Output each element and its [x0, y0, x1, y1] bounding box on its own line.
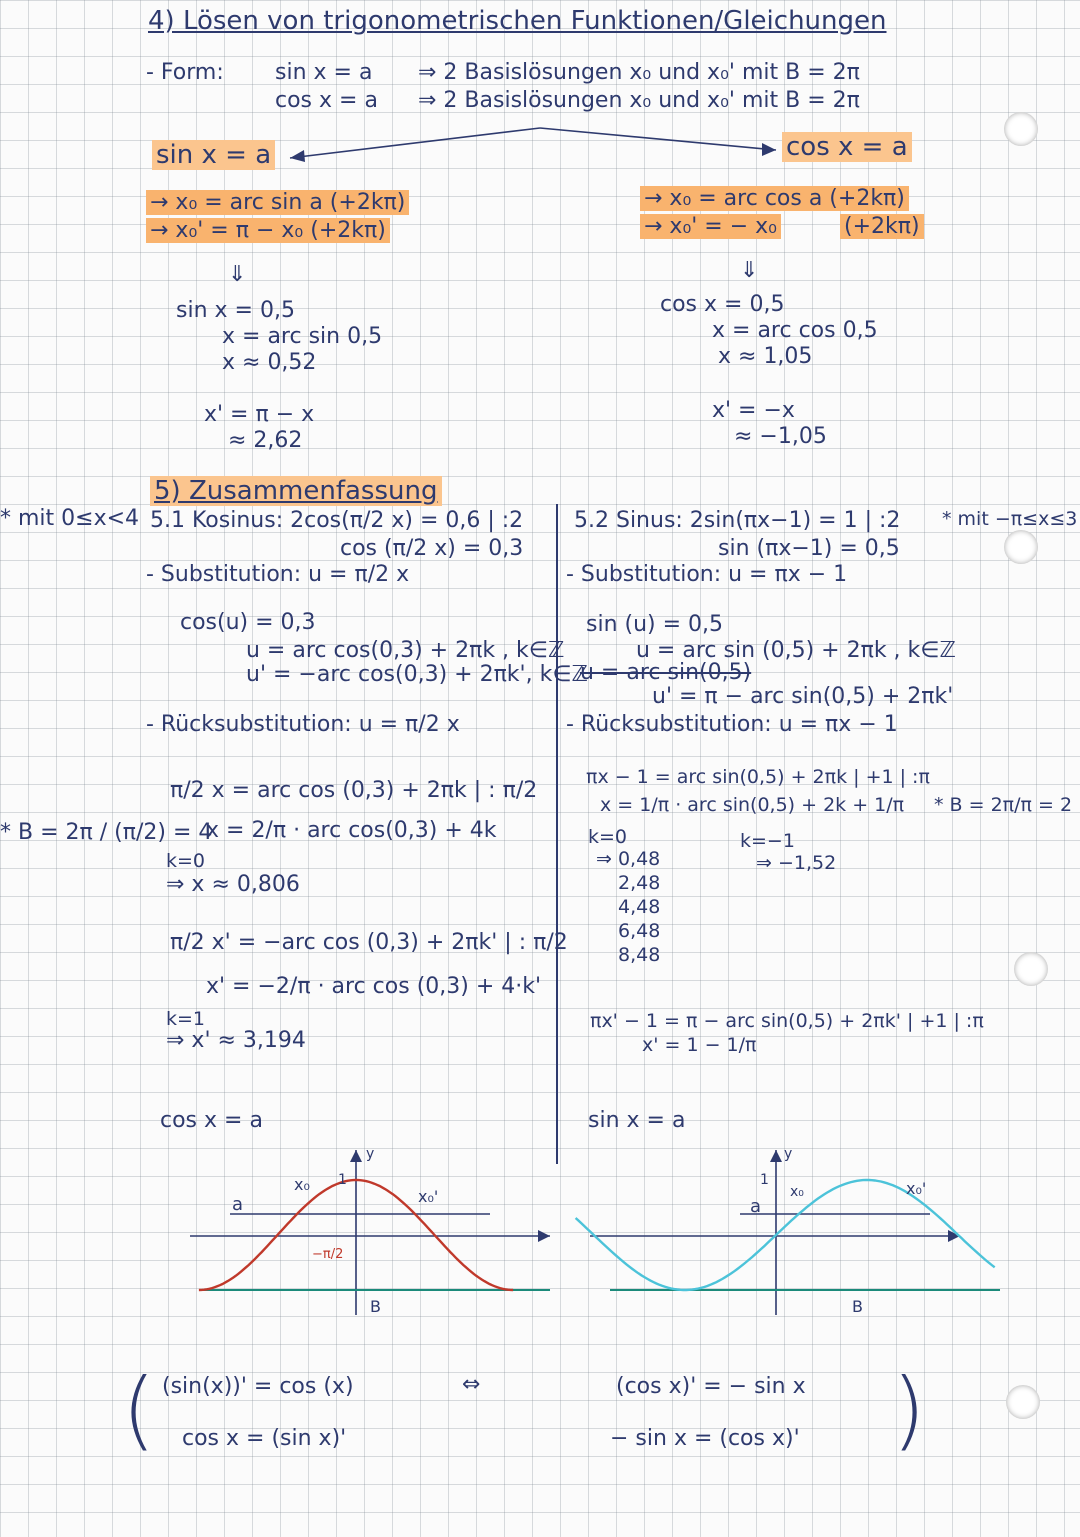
sine-step: x = 1/π · arc sin(0,5) + 2k + 1/π — [600, 794, 905, 816]
a-label: a — [750, 1196, 762, 1217]
sine-solution: 2,48 — [618, 872, 661, 894]
cosine-resubstitution: - Rücksubstitution: u = π/2 x — [146, 712, 460, 737]
cosine-title: 5.1 Kosinus: 2cos(π/2 x) = 0,6 | :2 — [150, 508, 524, 533]
form-cos-result: ⇒ 2 Basislösungen x₀ und x₀' mit B = 2π — [418, 88, 860, 113]
sin-curve — [576, 1180, 995, 1290]
derivative-line: − sin x = (cos x)' — [610, 1426, 800, 1451]
sine-equation: sin (πx−1) = 0,5 — [718, 536, 900, 561]
sin-implies-arrow: ⇓ — [228, 262, 247, 287]
cos-rule-x0-prime: → x₀' = − x₀ — [640, 214, 781, 239]
cosine-step: x = 2/π · arc cos(0,3) + 4k — [206, 818, 497, 843]
form-sin-equation: sin x = a — [275, 60, 373, 85]
cosine-b-note: * B = 2π / (π/2) = 4 — [0, 820, 213, 845]
derivative-line: (cos x)' = − sin x — [616, 1374, 806, 1399]
punch-hole — [1004, 530, 1038, 564]
cosine-equation: cos (π/2 x) = 0,3 — [340, 536, 524, 561]
cosine-step: cos(u) = 0,3 — [180, 610, 316, 635]
sine-step: sin (u) = 0,5 — [586, 612, 724, 637]
sine-step: πx' − 1 = π − arc sin(0,5) + 2πk' | +1 | :π — [590, 1010, 984, 1032]
one-label: 1 — [338, 1172, 347, 1188]
B-label: B — [370, 1297, 381, 1316]
cos-example-line: x ≈ 1,05 — [718, 344, 813, 369]
sine-resubstitution: - Rücksubstitution: u = πx − 1 — [566, 712, 898, 737]
sine-substitution: - Substitution: u = πx − 1 — [566, 562, 848, 587]
cosine-k-value: k=1 — [166, 1008, 206, 1030]
form-sin-result: ⇒ 2 Basislösungen x₀ und x₀' mit B = 2π — [418, 60, 860, 85]
cosine-step: u' = −arc cos(0,3) + 2πk', k∈ℤ — [246, 662, 588, 687]
right-domain-note: * mit −π≤x≤3 — [942, 508, 1078, 530]
form-cos-equation: cos x = a — [275, 88, 378, 113]
cos-implies-arrow: ⇓ — [740, 258, 759, 283]
cos-branch-title: cos x = a — [782, 132, 912, 162]
summary-title: 5) Zusammenfassung — [150, 476, 442, 506]
y-axis-arrowhead — [770, 1150, 782, 1162]
sin-example-line: x ≈ 0,52 — [222, 350, 317, 375]
cos-graph-title: cos x = a — [160, 1108, 263, 1133]
sine-k-value: k=0 — [588, 826, 628, 848]
equivalence-arrow: ⇔ — [462, 1372, 481, 1397]
one-label: 1 — [760, 1172, 769, 1188]
sine-step-crossed: u = arc sin(0,5) — [580, 660, 752, 685]
sin-example-line: x' = π − x — [204, 402, 315, 427]
form-label: - Form: — [146, 60, 224, 85]
sin-graph-title: sin x = a — [588, 1108, 686, 1133]
cosine-substitution: - Substitution: u = π/2 x — [146, 562, 410, 587]
cosine-k-value: k=0 — [166, 850, 206, 872]
cosine-graph — [190, 1140, 560, 1330]
half-pi-label: −π/2 — [312, 1247, 344, 1262]
branch-arrows — [0, 0, 1080, 200]
x-axis-arrowhead — [538, 1230, 550, 1242]
sin-example-line: sin x = 0,5 — [176, 298, 295, 323]
cosine-step: π/2 x = arc cos (0,3) + 2πk | : π/2 — [170, 778, 538, 803]
sine-step: πx − 1 = arc sin(0,5) + 2πk | +1 | :π — [586, 766, 930, 788]
open-parenthesis: ( — [122, 1360, 156, 1460]
sine-b-note: * B = 2π/π = 2 — [934, 794, 1073, 816]
sine-step: x' = 1 − 1/π — [642, 1034, 757, 1056]
close-parenthesis: ) — [892, 1360, 926, 1460]
cos-example-line: x = arc cos 0,5 — [712, 318, 878, 343]
punch-hole — [1014, 952, 1048, 986]
left-domain-note: * mit 0≤x<4 — [0, 506, 140, 531]
y-label: y — [366, 1146, 375, 1162]
punch-hole — [1006, 1385, 1040, 1419]
derivative-line: (sin(x))' = cos (x) — [162, 1374, 354, 1399]
sin-rule-x0-prime: → x₀' = π − x₀ (+2kπ) — [146, 218, 390, 243]
sine-solution-negative: ⇒ −1,52 — [756, 852, 837, 874]
sin-rule-x0: → x₀ = arc sin a (+2kπ) — [146, 190, 409, 215]
x0-label: x₀ — [790, 1184, 804, 1200]
sine-solution: 4,48 — [618, 896, 661, 918]
y-label: y — [784, 1146, 793, 1162]
page-heading: 4) Lösen von trigonometrischen Funktionen/Gleichungen — [148, 6, 887, 36]
sine-graph — [590, 1140, 1010, 1330]
sine-solution: 6,48 — [618, 920, 661, 942]
cos-example-line: ≈ −1,05 — [734, 424, 827, 449]
cosine-result: ⇒ x ≈ 0,806 — [166, 872, 300, 897]
cos-example-line: x' = −x — [712, 398, 795, 423]
cosine-step: x' = −2/π · arc cos (0,3) + 4·k' — [206, 974, 542, 999]
x0-prime-label: x₀' — [906, 1179, 927, 1198]
x0-label: x₀ — [294, 1175, 310, 1194]
sine-title: 5.2 Sinus: 2sin(πx−1) = 1 | :2 — [574, 508, 901, 533]
y-axis-arrowhead — [350, 1150, 362, 1162]
cos-rule-period: (+2kπ) — [840, 214, 924, 239]
cos-example-line: cos x = 0,5 — [660, 292, 785, 317]
cosine-step: π/2 x' = −arc cos (0,3) + 2πk' | : π/2 — [170, 930, 568, 955]
sine-step: u = arc sin (0,5) + 2πk , k∈ℤ — [636, 638, 956, 663]
sine-k-value: k=−1 — [740, 830, 795, 852]
cosine-result: ⇒ x' ≈ 3,194 — [166, 1028, 306, 1053]
sin-example-line: ≈ 2,62 — [228, 428, 303, 453]
sine-solution: 8,48 — [618, 944, 661, 966]
sine-step: u' = π − arc sin(0,5) + 2πk' — [652, 684, 954, 709]
sin-example-line: x = arc sin 0,5 — [222, 324, 383, 349]
column-divider — [556, 504, 558, 1164]
sin-branch-title: sin x = a — [152, 140, 275, 170]
cosine-step: u = arc cos(0,3) + 2πk , k∈ℤ — [246, 638, 565, 663]
cos-rule-x0: → x₀ = arc cos a (+2kπ) — [640, 186, 909, 211]
a-label: a — [232, 1194, 244, 1215]
x0-prime-label: x₀' — [418, 1187, 439, 1206]
derivative-line: cos x = (sin x)' — [182, 1426, 347, 1451]
B-label: B — [852, 1297, 863, 1316]
sine-solution: ⇒ 0,48 — [596, 848, 661, 870]
